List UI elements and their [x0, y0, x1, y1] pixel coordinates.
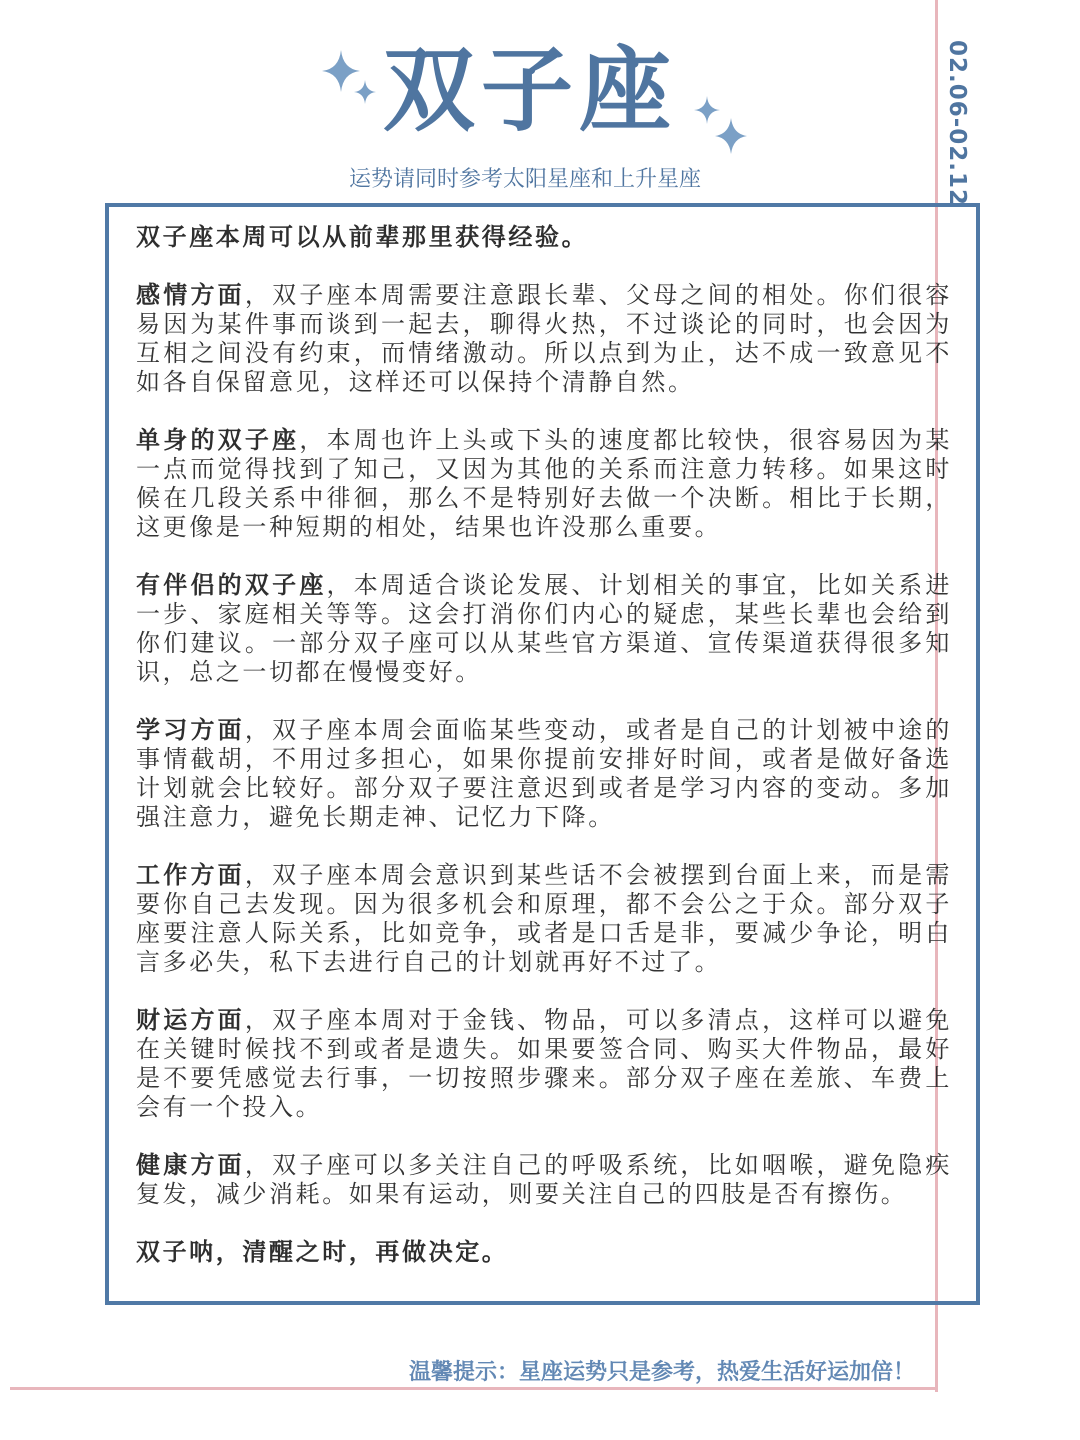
section-heading: 感情方面 — [136, 281, 245, 309]
section-work — [136, 861, 952, 977]
section-wealth — [136, 1006, 952, 1122]
intro-line: 双子座本周可以从前辈那里获得经验。 — [136, 223, 589, 251]
section-text: ，本周适合谈论发展、计划相关的事宜，比如关系进一步、家庭相关等等。这会打消你们内心的疑虑，某些长辈也会给到你们建议。一部分双子座可以从某些官方渠道、宣传渠道获得很多知识，总之一切都在慢慢变好。 — [136, 571, 952, 686]
section-heading: 工作方面 — [136, 861, 245, 889]
section-heading: 单身的双子座 — [136, 426, 300, 454]
decorative-horizontal-line — [10, 1387, 938, 1390]
section-heading: 学习方面 — [136, 716, 245, 744]
section-love — [136, 281, 952, 397]
page-title: 双子座 — [382, 37, 677, 144]
section-text: ，本周也许上头或下头的速度都比较快，很容易因为某一点而觉得找到了知己，又因为其他的关系而注意力转移。如果这时候在几段关系中徘徊，那么不是特别好去做一个决断。相比于长期，这更像是一种短期的相处，结果也许没那么重要。 — [136, 426, 952, 541]
section-text: ，双子座可以多关注自己的呼吸系统，比如咽喉，避免隐疾复发，减少消耗。如果有运动，则要关注自己的四肢是否有擦伤。 — [136, 1151, 952, 1208]
section-text: ，双子座本周会意识到某些话不会被摆到台面上来，而是需要你自己去发现。因为很多机会和原理，都不会公之于众。部分双子座要注意人际关系，比如竞争，或者是口舌是非，要减少争论，明白言多必失，私下去进行自己的计划就再好不过了。 — [136, 861, 952, 976]
section-heading: 健康方面 — [136, 1151, 245, 1179]
section-text: ，双子座本周对于金钱、物品，可以多清点，这样可以避免在关键时候找不到或者是遗失。如果要签合同、购买大件物品，最好是不要凭感觉去行事，一切按照步骤来。部分双子座在差旅、车费上会有一个投入。 — [136, 1006, 952, 1121]
section-heading: 财运方面 — [136, 1006, 245, 1034]
section-text: ，双子座本周需要注意跟长辈、父母之间的相处。你们很容易因为某件事而谈到一起去，聊得火热，不过谈论的同时，也会因为互相之间没有约束，而情绪激动。所以点到为止，达不成一致意见不如各自保留意见，这样还可以保持个清静自然。 — [136, 281, 952, 396]
section-partnered — [136, 571, 952, 687]
section-heading: 有伴侣的双子座 — [136, 571, 327, 599]
section-health — [136, 1151, 952, 1209]
section-single — [136, 426, 952, 542]
date-range: 02.06-02.12 — [944, 40, 970, 207]
section-text: ，双子座本周会面临某些变动，或者是自己的计划被中途的事情截胡，不用过多担心，如果你提前安排好时间，或者是做好备选计划就会比较好。部分双子要注意迟到或者是学习内容的变动。多加强注意力，避免长期走神、记忆力下降。 — [136, 716, 952, 831]
section-study — [136, 716, 952, 832]
footer-tip: 温馨提示：星座运势只是参考，热爱生活好运加倍！ — [408, 1360, 915, 1385]
subtitle: 运势请同时参考太阳星座和上升星座 — [348, 167, 701, 192]
closing-line: 双子呐，清醒之时，再做决定。 — [136, 1238, 509, 1266]
horoscope-content — [105, 203, 980, 1305]
